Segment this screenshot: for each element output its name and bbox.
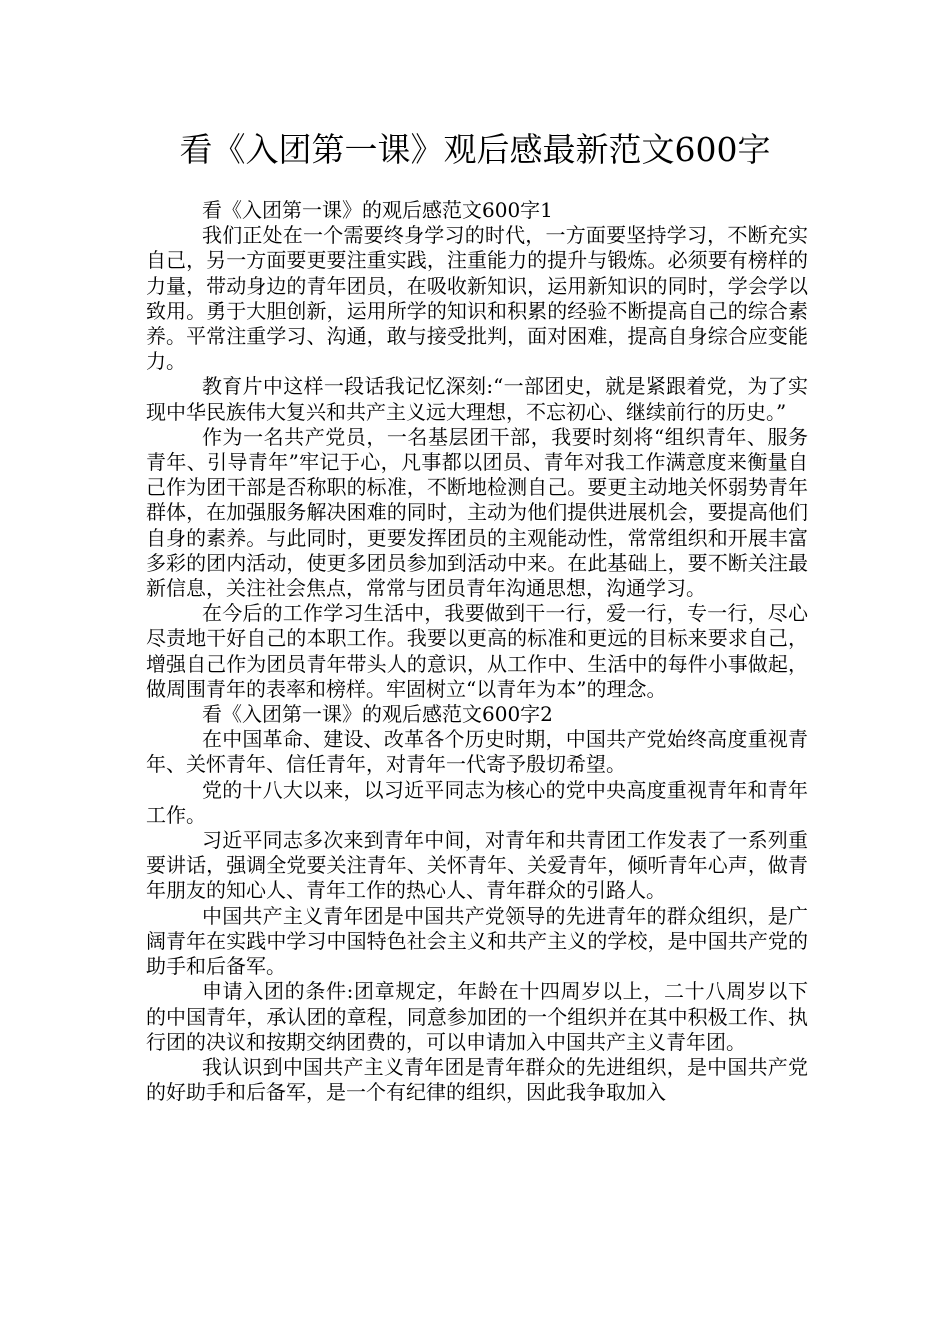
paragraph: 在今后的工作学习生活中，我要做到干一行，爱一行，专一行，尽心尽责地干好自己的本职工作。我要以更高的标准和更远的目标来要求自己，增强自己作为团员青年带头人的意识，从工作中、生活中的每件小事做起，做周围青年的表率和榜样。牢固树立“以青年为本”的理念。 — [146, 601, 808, 701]
paragraph: 申请入团的条件:团章规定，年龄在十四周岁以上，二十八周岁以下的中国青年，承认团的章程，同意参加团的一个组织并在其中积极工作、执行团的决议和按期交纳团费的，可以申请加入中国共产主义青年团。 — [146, 979, 808, 1054]
document-body — [146, 198, 808, 1105]
paragraph: 习近平同志多次来到青年中间，对青年和共青团工作发表了一系列重要讲话，强调全党要关注青年、关怀青年、关爱青年，倾听青年心声，做青年朋友的知心人、青年工作的热心人、青年群众的引路人。 — [146, 828, 808, 903]
paragraph: 党的十八大以来，以习近平同志为核心的党中央高度重视青年和青年工作。 — [146, 777, 808, 827]
document-title: 看《入团第一课》观后感最新范文600字 — [179, 130, 771, 169]
section-heading-2: 看《入团第一课》的观后感范文600字2 — [202, 702, 553, 727]
paragraph: 教育片中这样一段话我记忆深刻:“一部团史，就是紧跟着党，为了实现中华民族伟大复兴和共产主义远大理想，不忘初心、继续前行的历史。” — [146, 374, 808, 424]
paragraph: 在中国革命、建设、改革各个历史时期，中国共产党始终高度重视青年、关怀青年、信任青年，对青年一代寄予殷切希望。 — [146, 727, 808, 777]
paragraph: 我认识到中国共产主义青年团是青年群众的先进组织，是中国共产党的好助手和后备军，是一个有纪律的组织，因此我争取加入 — [146, 1054, 808, 1105]
paragraph: 作为一名共产党员，一名基层团干部，我要时刻将“组织青年、服务青年、引导青年”牢记于心，凡事都以团员、青年对我工作满意度来衡量自己作为团干部是否称职的标准，不断地检测自己。要更主动地关怀弱势青年群体，在加强服务解决困难的同时，主动为他们提供进展机会，要提高他们自身的素养。与此同时，更要发挥团员的主观能动性，常常组织和开展丰富多彩的团内活动，使更多团员参加到活动中来。在此基础上，要不断关注最新信息，关注社会焦点，常常与团员青年沟通思想，沟通学习。 — [146, 424, 808, 601]
paragraph: 中国共产主义青年团是中国共产党领导的先进青年的群众组织，是广阔青年在实践中学习中国特色社会主义和共产主义的学校，是中国共产党的助手和后备军。 — [146, 903, 808, 979]
paragraph: 我们正处在一个需要终身学习的时代，一方面要坚持学习，不断充实自己，另一方面要更要注重实践，注重能力的提升与锻炼。必须要有榜样的力量，带动身边的青年团员，在吸收新知识，运用新知识的同时，学会学以致用。勇于大胆创新，运用所学的知识和积累的经验不断提高自己的综合素养。平常注重学习、沟通，敢与接受批判，面对困难，提高自身综合应变能力。 — [146, 223, 808, 374]
section-heading-1: 看《入团第一课》的观后感范文600字1 — [202, 198, 553, 222]
